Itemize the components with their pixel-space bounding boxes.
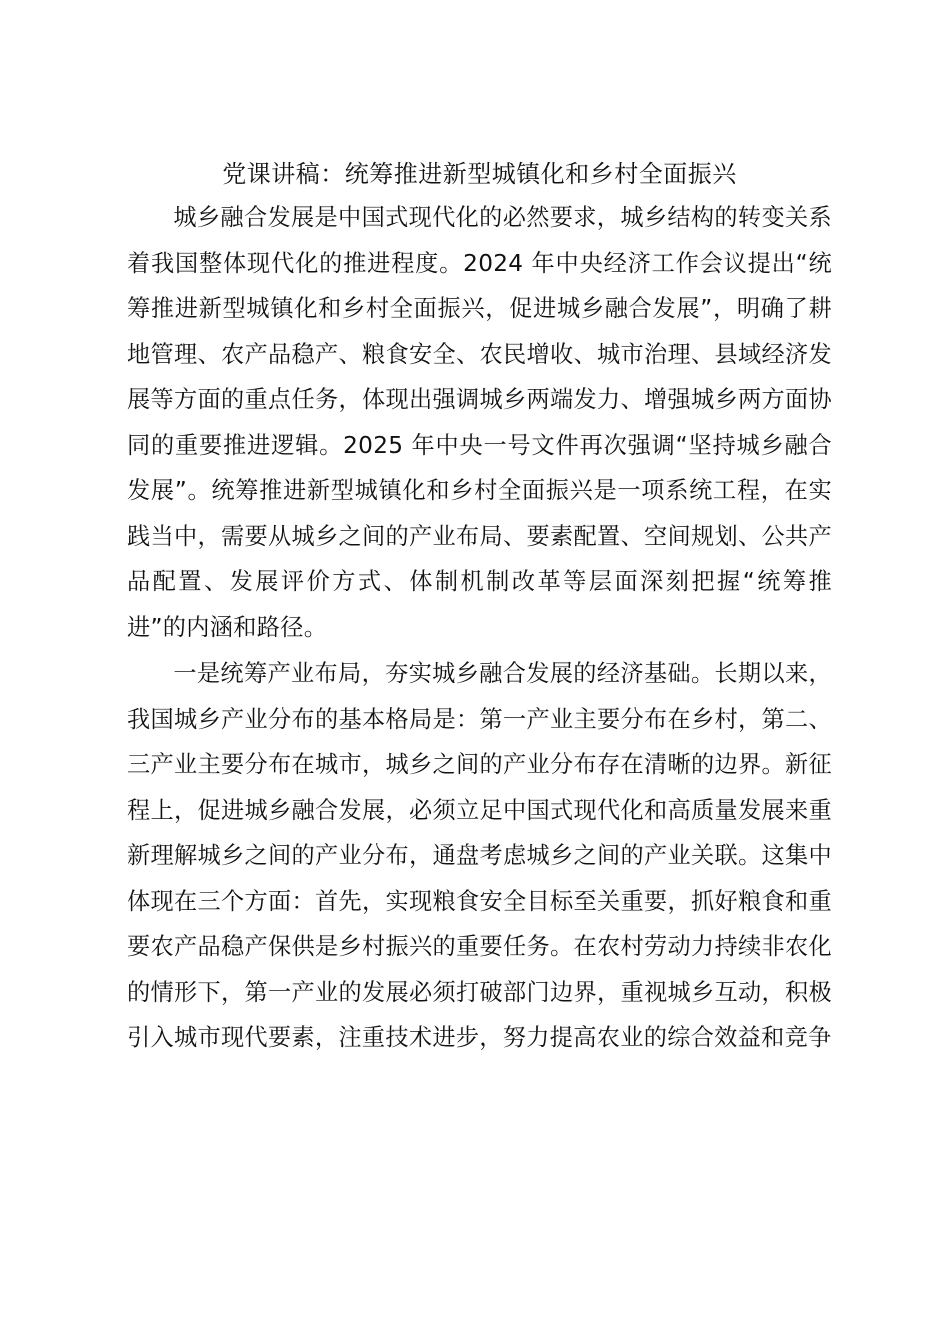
document-title: 党课讲稿：统筹推进新型城镇化和乡村全面振兴 [222,160,737,188]
paragraph-industry-layout: 一是统筹产业布局，夯实城乡融合发展的经济基础。长期以来，我国城乡产业分布的基本格局是：第一产业主要分布在乡村，第二、三产业主要分布在城市，城乡之间的产业分布存在清晰的边界。新征程上，促进城乡融合发展，必须立足中国式现代化和高质量发展来重新理解城乡之间的产业分布，通盘考虑城乡之间的产业关联。这集中体现在三个方面：首先，实现粮食安全目标至关重要，抓好粮食和重要农产品稳产保供是乡村振兴的重要任务。在农村劳动力持续非农化的情形下，第一产业的发展必须打破部门边界，重视城乡互动，积极引入城市现代要素，注重技术进步，努力提高农业的综合效益和竞争 [127,660,832,1051]
paragraph-intro: 城乡融合发展是中国式现代化的必然要求，城乡结构的转变关系着我国整体现代化的推进程度。2024 年中央经济工作会议提出“统筹推进新型城镇化和乡村全面振兴，促进城乡融合发展”，明确了耕地管理、农产品稳产、粮食安全、农民增收、城市治理、县域经济发展等方面的重点任务，体现出强调城乡两端发力、增强城乡两方面协同的重要推进逻辑。2025 年中央一号文件再次强调“坚持城乡融合发展”。统筹推进新型城镇化和乡村全面振兴是一项系统工程，在实践当中，需要从城乡之间的产业布局、要素配置、空间规划、公共产品配置、发展评价方式、体制机制改革等层面深刻把握“统筹推进”的内涵和路径。 [127,204,832,641]
document-body [127,153,832,1061]
